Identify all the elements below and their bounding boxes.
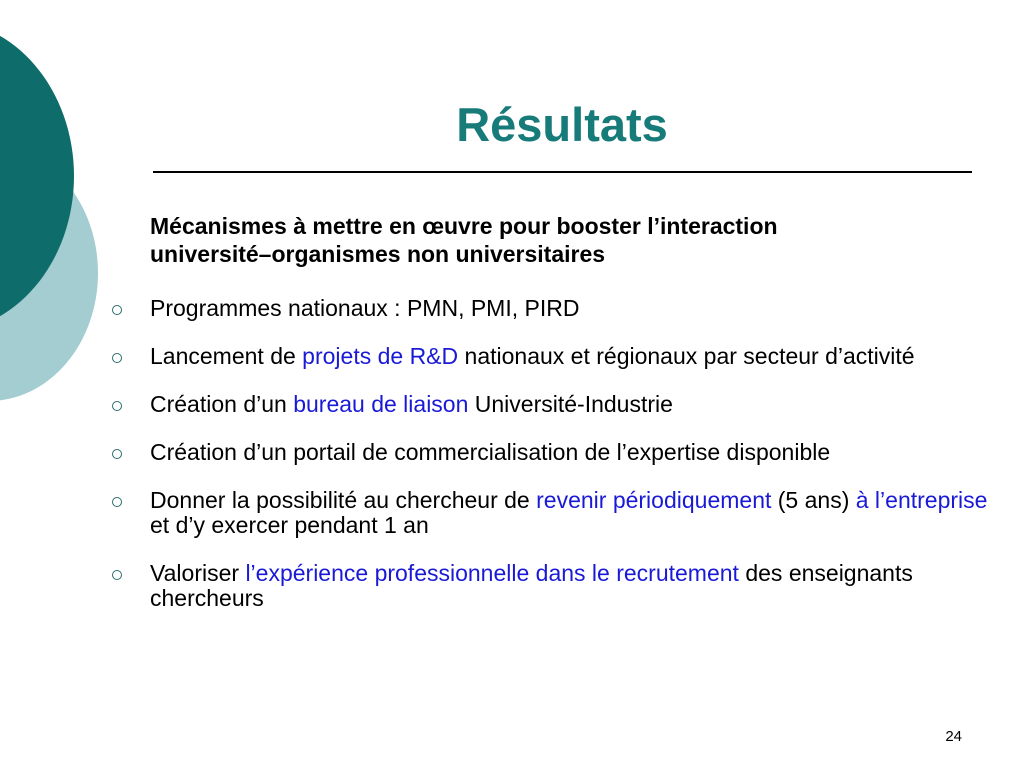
circle-bullet-icon [112, 353, 122, 363]
bullet-text: Donner la possibilité au chercheur de [150, 487, 537, 513]
circle-bullet-icon [112, 497, 122, 507]
bullet-item-portail [0, 440, 1024, 465]
page-number: 24 [945, 728, 962, 745]
subtitle-line-2: université–organismes non universitaires [150, 241, 606, 267]
bullet-highlight: à l’entreprise [855, 487, 988, 513]
circle-bullet-icon [112, 449, 122, 459]
bullet-item-projets-rd [0, 344, 1024, 369]
circle-bullet-icon [112, 570, 122, 580]
bullet-item-programmes [0, 296, 1024, 321]
bullet-text: et d’y exercer pendant 1 an [150, 512, 429, 538]
circle-bullet-icon [112, 305, 122, 315]
bullet-text: des enseignants chercheurs [150, 560, 913, 611]
bullet-highlight: l’expérience professionnelle dans le recrutement [245, 560, 739, 586]
bullet-text: Valoriser [150, 560, 246, 586]
slide-subtitle [150, 212, 980, 268]
bullet-text: nationaux et régionaux par secteur d’activité [458, 343, 915, 369]
bullet-highlight: bureau de liaison [293, 391, 469, 417]
bullet-item-bureau-liaison [0, 392, 1024, 417]
bullet-highlight: projets de R&D [302, 343, 459, 369]
slide-title: Résultats [456, 98, 668, 151]
subtitle-line-1: Mécanismes à mettre en œuvre pour booster l’interaction [150, 213, 778, 239]
bullet-text: Programmes nationaux : PMN, PMI, PIRD [150, 295, 580, 321]
circle-bullet-icon [112, 401, 122, 411]
bullet-item-valoriser [0, 561, 1024, 611]
bullet-list [0, 296, 1024, 634]
bullet-text: Création d’un [150, 391, 294, 417]
bullet-highlight: revenir périodiquement [536, 487, 772, 513]
bullet-text: Lancement de [150, 343, 303, 369]
bullet-text: Création d’un portail de commercialisation de l’expertise disponible [150, 439, 831, 465]
bullet-item-chercheur [0, 488, 1024, 538]
title-divider [153, 171, 972, 173]
bullet-text: Université-Industrie [468, 391, 673, 417]
bullet-text: (5 ans) [771, 487, 856, 513]
